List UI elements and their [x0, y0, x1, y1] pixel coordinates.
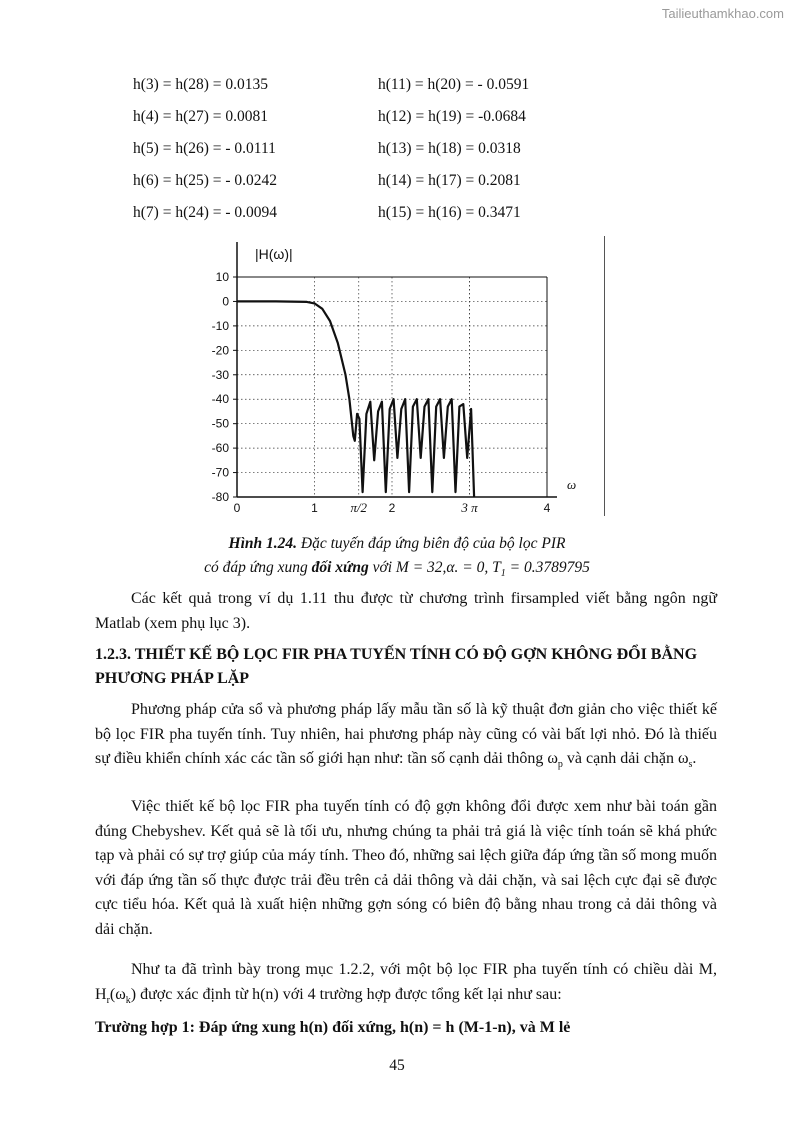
coef-right: h(15) = h(16) = 0.3471 — [378, 204, 521, 221]
y-tick-label: -30 — [211, 367, 229, 382]
section-heading: 1.2.3. THIẾT KẾ BỘ LỌC FIR PHA TUYẾN TÍNH CÓ ĐỘ GỢN KHÔNG ĐỔI BẰNG PHƯƠNG PHÁP LẶP — [95, 646, 698, 687]
caption-line-1 — [0, 532, 794, 556]
paragraph-cases — [95, 958, 717, 1013]
magnitude-response-chart — [190, 232, 610, 520]
y-tick-label: -20 — [211, 343, 229, 358]
coef-row — [133, 140, 633, 172]
x-tick-label: 0 — [233, 501, 241, 515]
para-text: Phương pháp cửa sổ và phương pháp lấy mẫu tần số là kỹ thuật đơn giản cho việc thiết kế bộ lọc FIR pha tuyến tính. Tuy nhiên, hai phương pháp này cũng có vài bất lợi nhỏ. Đó là thiếu sự điều khiển chính xác các tần số giới hạn như: tần số cạnh dải thông ω — [95, 701, 717, 768]
watermark: Tailieuthamkhao.com — [661, 6, 784, 21]
page-number: 45 — [389, 1057, 405, 1074]
caption-text: với M = 32,α. = 0, T — [368, 559, 501, 576]
y-tick-label: 10 — [215, 270, 229, 284]
chart-title: |H(ω)| — [255, 246, 293, 262]
coef-right: h(14) = h(17) = 0.2081 — [378, 172, 521, 189]
y-tick-label: 0 — [222, 294, 229, 309]
y-tick-label: -10 — [211, 318, 229, 333]
coef-right: h(12) = h(19) = -0.0684 — [378, 108, 526, 125]
coef-left: h(3) = h(28) = 0.0135 — [133, 76, 269, 93]
caption-line-2 — [0, 556, 794, 586]
y-tick-label: -80 — [211, 490, 229, 504]
paragraph-chebyshev: Việc thiết kế bộ lọc FIR pha tuyến tính có độ gợn không đổi được xem như bài toán gần đúng Chebyshev. Kết quả sẽ là tối ưu, nhưng chúng ta phải trả giá là việc tính toán sẽ khá phức tạp và phải có sự trợ giúp của máy tính. Theo đó, những sai lệch giữa đáp ứng tần số mong muốn với đáp ứng tần số thực được trải đều trên cả dải thông và dải chặn, và sai lệch cực đại sẽ được cực tiểu hóa. Kết quả là xuất hiện những gợn sóng có biên độ bằng nhau trong cả dải thông và dải chặn. — [95, 798, 717, 938]
coef-right: h(13) = h(18) = 0.0318 — [378, 140, 521, 157]
para-text: (ω — [109, 985, 126, 1003]
paragraph-methods — [95, 698, 717, 778]
para-subscript: s — [688, 759, 693, 771]
para-subscript: r — [106, 994, 110, 1006]
coef-row — [133, 76, 633, 108]
response-curve — [237, 301, 474, 497]
para-text: . — [692, 750, 697, 768]
para-subscript: p — [557, 759, 563, 771]
para-text: ) được xác định từ h(n) với 4 trường hợp được tổng kết lại như sau: — [130, 985, 562, 1003]
coef-left: h(5) = h(26) = - 0.0111 — [133, 140, 276, 157]
y-tick-label: -70 — [211, 465, 229, 480]
x-tick-label: 2 — [388, 501, 396, 515]
y-tick-label: -60 — [211, 441, 229, 456]
x-tick-label: 4 — [543, 501, 551, 515]
caption-subscript: 1 — [500, 568, 506, 580]
paragraph-results: Các kết quả trong ví dụ 1.11 thu được từ chương trình firsampled viết bằng ngôn ngữ Matlab (xem phụ lục 3). — [95, 590, 717, 632]
coef-left: h(7) = h(24) = - 0.0094 — [133, 204, 278, 221]
y-tick-label: -50 — [211, 416, 229, 431]
x-special-tick-label: 3 π — [461, 500, 478, 515]
caption-text: có đáp ứng xung — [204, 559, 312, 576]
caption-text: Đặc tuyến đáp ứng biên độ của bộ lọc PIR — [297, 535, 566, 552]
para-text: và cạnh dải chặn ω — [562, 750, 689, 768]
figure-caption — [0, 532, 794, 586]
para-subscript: k — [125, 994, 131, 1006]
para-text: Như ta đã trình bày trong mục 1.2.2, với một bộ lọc FIR pha tuyến tính có chiều dài M, H — [95, 961, 717, 1003]
caption-label: Hình 1.24. — [228, 535, 298, 552]
coef-left: h(4) = h(27) = 0.0081 — [133, 108, 269, 125]
case-heading: Trường hợp 1: Đáp ứng xung h(n) đối xứng, h(n) = h (M-1-n), và M lẻ — [95, 1019, 571, 1036]
coefficient-table — [133, 76, 633, 236]
caption-text: = 0.3789795 — [505, 559, 590, 576]
page-margin-line — [604, 236, 605, 516]
x-special-tick-label: π/2 — [350, 500, 368, 515]
x-axis-label: ω — [567, 477, 577, 492]
coef-row — [133, 172, 633, 204]
y-tick-label: -40 — [211, 392, 229, 407]
caption-bold: đối xứng — [311, 559, 369, 576]
x-tick-label: 1 — [311, 501, 318, 515]
coef-left: h(6) = h(25) = - 0.0242 — [133, 172, 278, 189]
coef-row — [133, 108, 633, 140]
coef-right: h(11) = h(20) = - 0.0591 — [378, 76, 530, 93]
